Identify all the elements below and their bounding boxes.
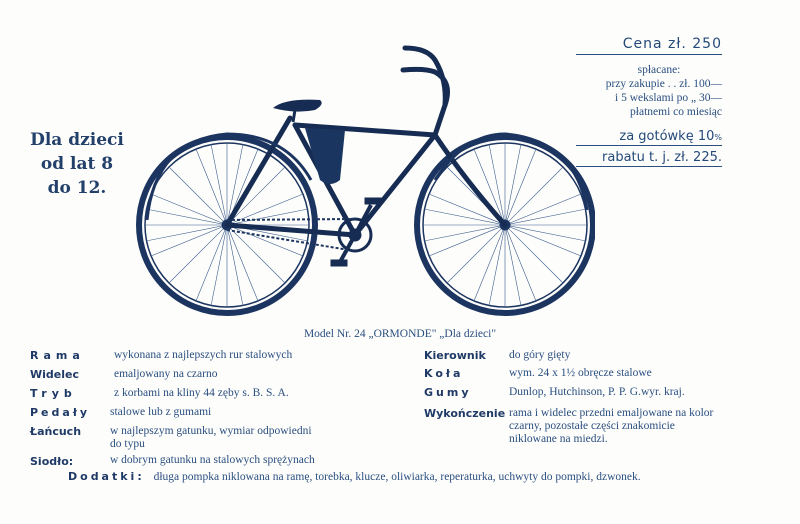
spec-value-wykonczenie bbox=[509, 407, 713, 446]
price-heading: Cena zł. 250 bbox=[576, 36, 722, 55]
spec-label-widelec: Widelec bbox=[30, 368, 79, 381]
spec-label-pedaly: Pedały bbox=[30, 406, 91, 419]
spec-label-siodlo: Siodło: bbox=[30, 455, 74, 468]
spec-value-widelec: emaljowany na czarno bbox=[114, 368, 218, 380]
spec-value-lancuch-line2: do typu bbox=[110, 438, 145, 450]
spec-value-rama: wykonana z najlepszych rur stalowych bbox=[114, 349, 293, 361]
saddle bbox=[273, 100, 322, 122]
spec-value-pedaly: stalowe lub z gumami bbox=[110, 406, 212, 418]
spec-value-wykonczenie-line1: rama i widelec przedni emaljowane na kolor bbox=[509, 407, 714, 419]
installment-line-3: i 5 wekslami po „ 30— bbox=[615, 92, 722, 104]
installment-line-2: przy zakupie . . zł. 100— bbox=[605, 78, 722, 90]
cash-discount bbox=[576, 129, 722, 146]
spec-value-gumy: Dunlop, Hutchinson, P. P. G.wyr. kraj. bbox=[509, 386, 685, 398]
cash-price: rabatu t. j. zł. 225. bbox=[576, 150, 722, 167]
spec-value-kierownik: do góry gięty bbox=[509, 349, 571, 361]
spec-label-kierownik: Kierownik bbox=[424, 349, 486, 362]
cash-line-1: za gotówkę 10 bbox=[619, 129, 715, 144]
installment-terms bbox=[576, 63, 722, 119]
spec-value-wykonczenie-line2: czarny, pozostałe części znakomicie bbox=[509, 420, 675, 432]
spec-value-wykonczenie-line3: niklowane na miedzi. bbox=[509, 433, 608, 445]
rear-fender bbox=[147, 134, 311, 220]
spec-label-rama: Rama bbox=[30, 349, 85, 362]
accessories-value: długa pompka niklowana na ramę, torebka, klucze, oliwiarka, reperaturka, uchwyty do pompki, dzwonek. bbox=[153, 471, 641, 483]
age-line-2: od lat 8 bbox=[40, 154, 114, 174]
spec-value-lancuch bbox=[110, 425, 312, 451]
installment-line-4: płatnemi co miesiąc bbox=[630, 106, 722, 118]
model-caption: Model Nr. 24 „ORMONDE" „Dla dzieci" bbox=[303, 328, 497, 340]
handlebar bbox=[403, 48, 447, 105]
spec-value-kola: wym. 24 x 1½ obręcze stalowe bbox=[509, 367, 652, 379]
spec-label-lancuch: Łańcuch bbox=[30, 425, 82, 438]
spec-label-kola: Koła bbox=[424, 367, 464, 380]
installment-line-1: spłacane: bbox=[637, 64, 681, 76]
age-line-3: do 12. bbox=[47, 178, 107, 198]
accessories-line bbox=[68, 470, 641, 483]
age-range-heading bbox=[22, 128, 132, 200]
spec-label-gumy: Gumy bbox=[424, 386, 472, 399]
front-fender bbox=[435, 134, 587, 210]
bicycle-illustration bbox=[135, 30, 595, 330]
spec-label-wykonczenie: Wykończenie bbox=[424, 407, 506, 420]
spec-label-tryb: Tryb bbox=[30, 387, 77, 400]
accessories-label: Dodatki: bbox=[68, 470, 145, 483]
age-line-1: Dla dzieci bbox=[30, 130, 124, 150]
spec-value-tryb: z korbami na kliny 44 zęby s. B. S. A. bbox=[114, 387, 289, 399]
cash-percent: % bbox=[714, 133, 722, 142]
price-box bbox=[576, 36, 726, 167]
spec-value-siodlo: w dobrym gatunku na stalowych sprężynach bbox=[110, 454, 315, 466]
spec-value-lancuch-line1: w najlepszym gatunku, wymiar odpowiedni bbox=[110, 425, 312, 437]
